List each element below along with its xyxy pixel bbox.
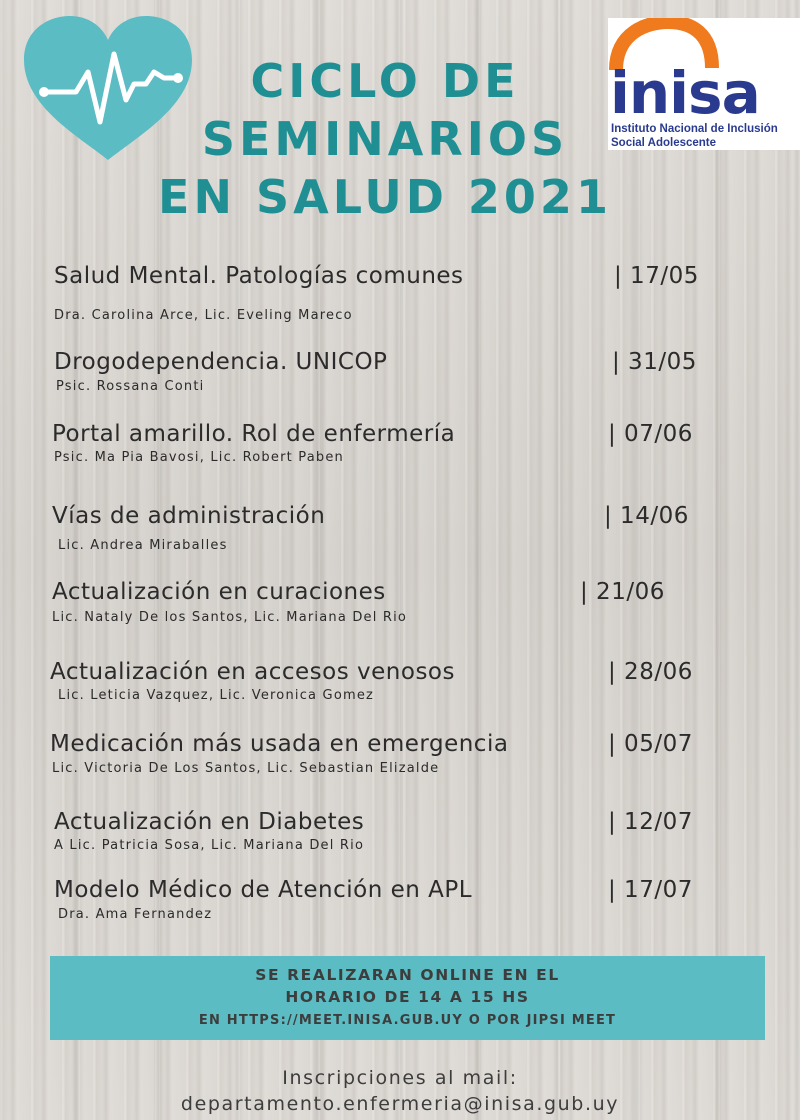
seminar-topic: Salud Mental. Patologías comunes xyxy=(54,263,464,289)
seminar-topic: Actualización en curaciones xyxy=(52,579,386,605)
title-line-3: EN SALUD 2021 xyxy=(158,170,612,224)
seminar-speakers: Dra. Carolina Arce, Lic. Eveling Mareco xyxy=(54,308,353,323)
online-info-banner xyxy=(50,956,765,1040)
seminar-date: | 07/06 xyxy=(608,421,693,447)
seminar-date: | 31/05 xyxy=(612,349,697,375)
seminar-speakers: Lic. Victoria De Los Santos, Lic. Sebastian Elizalde xyxy=(52,761,440,776)
banner-meeting-link[interactable]: EN HTTPS://MEET.INISA.GUB.UY O POR JIPSI MEET xyxy=(198,1013,617,1028)
seminar-date: | 12/07 xyxy=(608,809,693,835)
seminar-topic: Actualización en Diabetes xyxy=(54,809,365,835)
seminar-date: | 28/06 xyxy=(608,659,693,685)
logo-wordmark: inisa xyxy=(610,59,760,127)
inisa-logo xyxy=(608,18,800,150)
seminar-date: | 17/07 xyxy=(608,877,693,903)
logo-subtitle xyxy=(611,122,800,150)
seminar-speakers: Dra. Ama Fernandez xyxy=(58,907,213,922)
page-title xyxy=(150,52,620,226)
seminar-speakers: Psic. Rossana Conti xyxy=(56,379,205,394)
seminar-date: | 05/07 xyxy=(608,731,693,757)
logo-subtitle-line-2: Social Adolescente xyxy=(611,137,717,149)
seminar-topic: Actualización en accesos venosos xyxy=(50,659,455,685)
seminar-topic: Medicación más usada en emergencia xyxy=(50,731,509,757)
seminar-topic: Portal amarillo. Rol de enfermería xyxy=(52,421,456,447)
seminar-topic: Drogodependencia. UNICOP xyxy=(54,349,388,375)
seminar-speakers: Lic. Nataly De los Santos, Lic. Mariana Del Rio xyxy=(52,610,408,625)
seminar-topic: Modelo Médico de Atención en APL xyxy=(54,877,473,903)
title-line-2: SEMINARIOS xyxy=(201,112,569,166)
logo-subtitle-line-1: Instituto Nacional de Inclusión xyxy=(611,123,778,135)
registration-label: Inscripciones al mail: xyxy=(282,1067,518,1089)
banner-line-2: HORARIO DE 14 A 15 HS xyxy=(285,988,530,1006)
seminar-date: | 17/05 xyxy=(614,263,699,289)
seminar-speakers: Lic. Leticia Vazquez, Lic. Veronica Gomez xyxy=(58,688,375,703)
seminar-date: | 21/06 xyxy=(580,579,665,605)
seminar-speakers: Psic. Ma Pia Bavosi, Lic. Robert Paben xyxy=(54,450,344,465)
seminar-date: | 14/06 xyxy=(604,503,689,529)
registration-email[interactable]: departamento.enfermeria@inisa.gub.uy xyxy=(180,1093,620,1115)
seminar-topic: Vías de administración xyxy=(52,503,326,529)
banner-line-1: SE REALIZARAN ONLINE EN EL xyxy=(255,966,560,984)
seminar-speakers: Lic. Andrea Miraballes xyxy=(58,538,228,553)
seminar-speakers: A Lic. Patricia Sosa, Lic. Mariana Del Rio xyxy=(54,838,365,853)
title-line-1: CICLO DE xyxy=(250,54,520,108)
